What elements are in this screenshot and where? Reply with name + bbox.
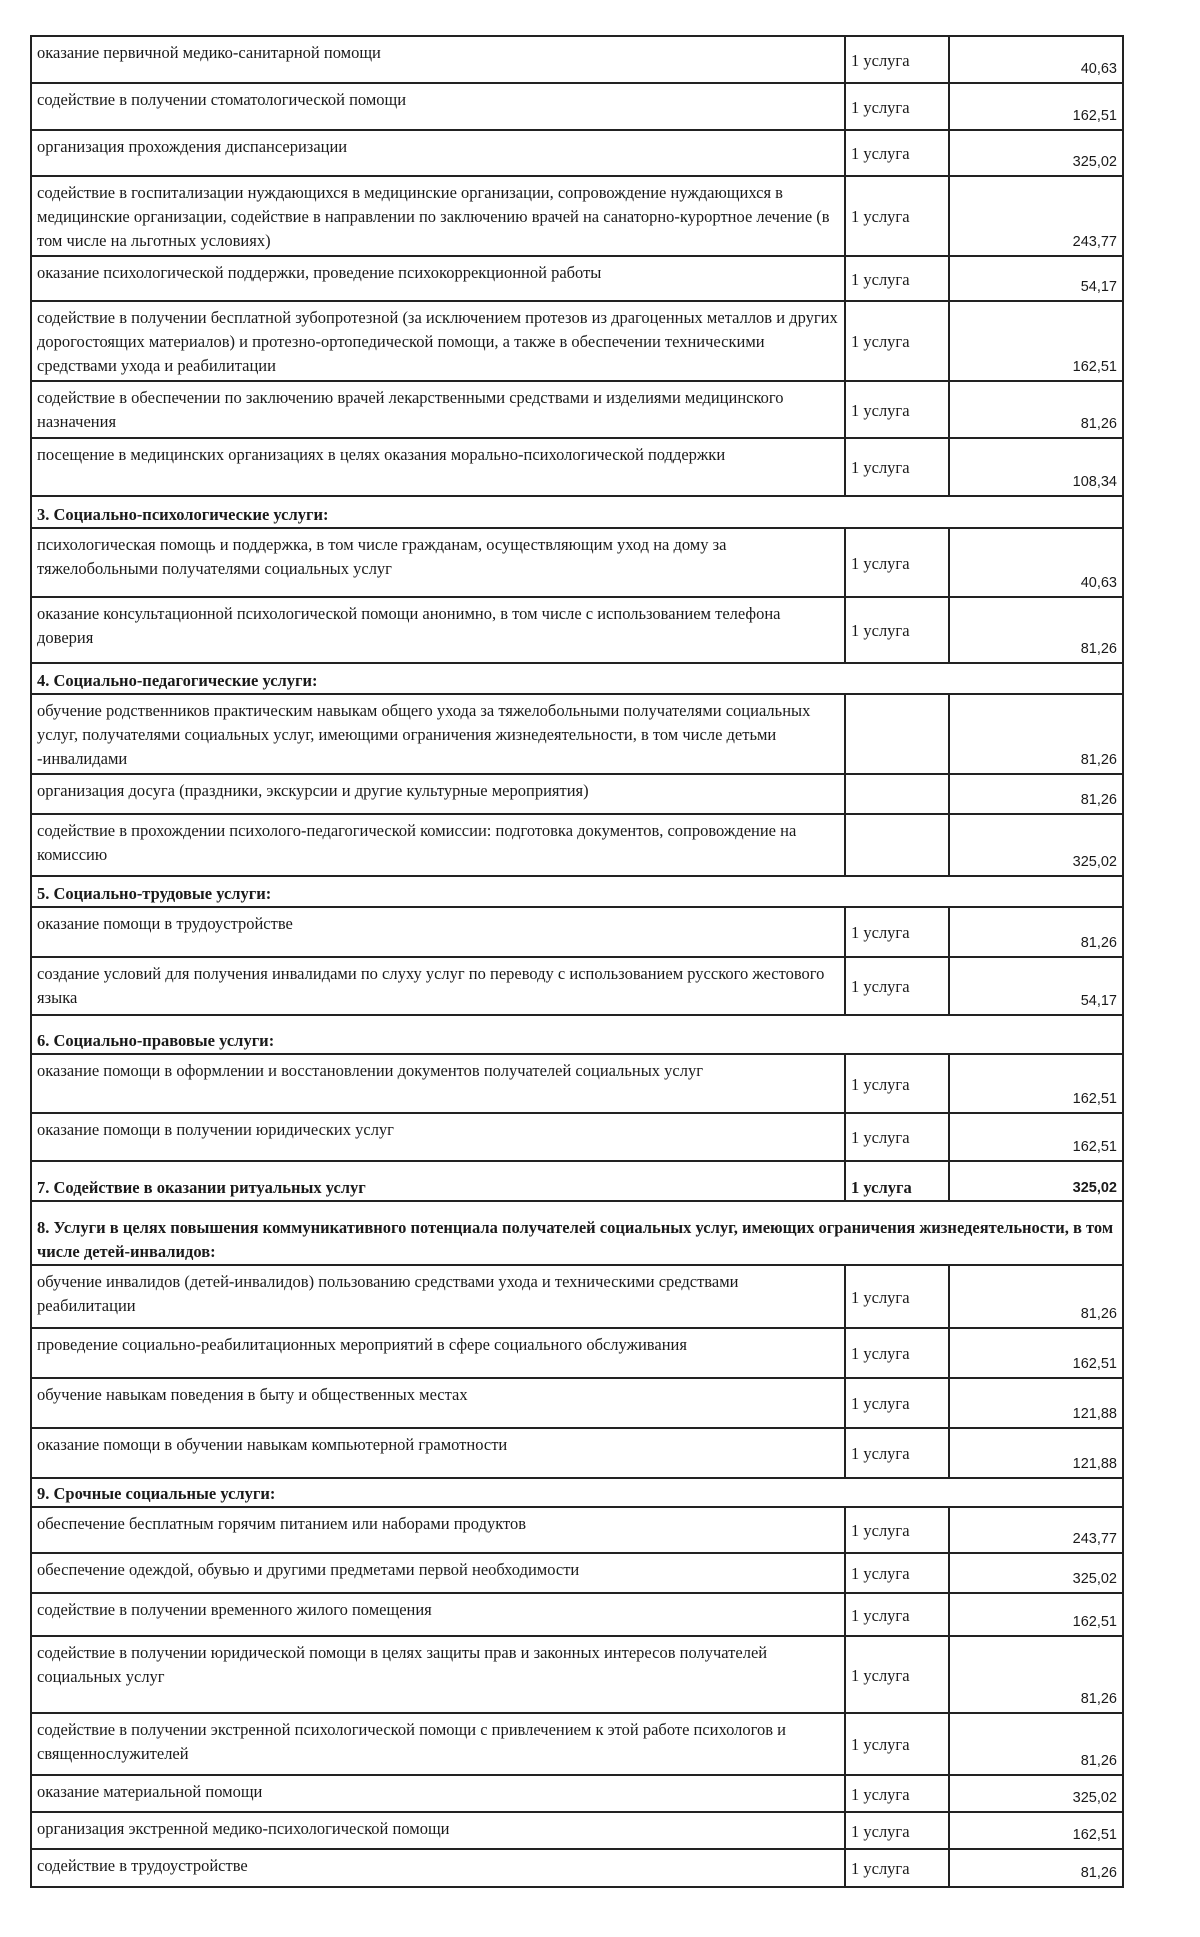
unit-cell: 1 услуга [845,907,949,957]
table-row [31,1161,1123,1201]
price-cell: 81,26 [949,774,1123,814]
price-cell: 325,02 [949,1161,1123,1201]
service-name-cell: содействие в получении временного жилого помещения [31,1593,845,1636]
services-document [30,35,1124,1888]
table-row [31,301,1123,381]
price-cell: 162,51 [949,1054,1123,1113]
table-row [31,1636,1123,1713]
unit-cell: 1 услуга [845,1553,949,1593]
section-title: 9. Срочные социальные услуги: [31,1478,1123,1507]
price-cell: 121,88 [949,1428,1123,1478]
unit-cell: 1 услуга [845,1593,949,1636]
service-name-cell: содействие в получении экстренной психологической помощи с привлечением к этой работе психологов и священнослужителей [31,1713,845,1775]
unit-cell: 1 услуга [845,130,949,176]
unit-cell [845,694,949,774]
unit-cell: 1 услуга [845,1775,949,1812]
section-title: 8. Услуги в целях повышения коммуникативного потенциала получателей социальных услуг, имеющих ограничения жизнедеятельности, в том числе детей-инвалидов: [31,1201,1123,1265]
service-name-cell: содействие в трудоустройстве [31,1849,845,1887]
service-name-cell: психологическая помощь и поддержка, в том числе гражданам, осуществляющим уход на дому за тяжелобольными получателями социальных услуг [31,528,845,597]
table-row [31,1265,1123,1328]
unit-cell: 1 услуга [845,301,949,381]
table-row [31,1812,1123,1849]
table-row [31,1713,1123,1775]
price-cell: 54,17 [949,957,1123,1015]
unit-cell: 1 услуга [845,381,949,438]
unit-cell: 1 услуга [845,957,949,1015]
price-cell: 81,26 [949,907,1123,957]
table-row [31,774,1123,814]
service-name-cell: обучение навыкам поведения в быту и общественных местах [31,1378,845,1428]
table-row [31,36,1123,83]
section-title: 5. Социально-трудовые услуги: [31,876,1123,907]
unit-cell: 1 услуга [845,256,949,301]
table-row [31,381,1123,438]
price-cell: 162,51 [949,1593,1123,1636]
table-row [31,814,1123,876]
unit-cell: 1 услуга [845,83,949,130]
table-row [31,1553,1123,1593]
unit-cell: 1 услуга [845,1054,949,1113]
unit-cell: 1 услуга [845,438,949,496]
table-row [31,957,1123,1015]
service-name-cell: оказание помощи в обучении навыкам компьютерной грамотности [31,1428,845,1478]
service-name-cell: содействие в обеспечении по заключению врачей лекарственными средствами и изделиями медицинского назначения [31,381,845,438]
unit-cell: 1 услуга [845,1328,949,1378]
table-row [31,256,1123,301]
price-cell: 54,17 [949,256,1123,301]
price-cell: 162,51 [949,1328,1123,1378]
services-table-body [31,36,1123,1887]
unit-cell: 1 услуга [845,1161,949,1201]
service-name-cell: создание условий для получения инвалидами по слуху услуг по переводу с использованием русского жестового языка [31,957,845,1015]
service-name-cell: содействие в получении стоматологической помощи [31,83,845,130]
service-name-cell: содействие в госпитализации нуждающихся в медицинские организации, сопровождение нуждающихся в медицинские организации, содействие в направлении по заключению врачей на санаторно-курортное лечение (в том числе на льготных условиях) [31,176,845,256]
service-name-cell: оказание материальной помощи [31,1775,845,1812]
table-row [31,1593,1123,1636]
price-cell: 81,26 [949,694,1123,774]
service-name-cell: оказание консультационной психологической помощи анонимно, в том числе с использованием телефона доверия [31,597,845,663]
price-cell: 162,51 [949,301,1123,381]
unit-cell: 1 услуга [845,176,949,256]
table-row [31,438,1123,496]
service-name-cell: организация прохождения диспансеризации [31,130,845,176]
service-name-cell: посещение в медицинских организациях в целях оказания морально-психологической поддержки [31,438,845,496]
service-name-cell: оказание помощи в оформлении и восстановлении документов получателей социальных услуг [31,1054,845,1113]
section-header-row [31,663,1123,694]
service-name-cell: организация досуга (праздники, экскурсии и другие культурные мероприятия) [31,774,845,814]
section-title: 3. Социально-психологические услуги: [31,496,1123,528]
price-cell: 243,77 [949,1507,1123,1553]
service-name-cell: оказание психологической поддержки, проведение психокоррекционной работы [31,256,845,301]
price-cell: 243,77 [949,176,1123,256]
price-cell: 81,26 [949,1713,1123,1775]
section-header-row [31,1015,1123,1054]
table-row [31,1054,1123,1113]
table-row [31,176,1123,256]
table-row [31,1328,1123,1378]
service-name-cell: организация экстренной медико-психологической помощи [31,1812,845,1849]
unit-cell: 1 услуга [845,597,949,663]
service-name-cell: обеспечение одеждой, обувью и другими предметами первой необходимости [31,1553,845,1593]
unit-cell [845,774,949,814]
price-cell: 162,51 [949,83,1123,130]
price-cell: 325,02 [949,130,1123,176]
price-cell: 162,51 [949,1113,1123,1161]
service-name-cell: обучение родственников практическим навыкам общего ухода за тяжелобольными получателями социальных услуг, получателями социальных услуг, имеющими ограничения жизнедеятельности, в том числе детьми -инвалидами [31,694,845,774]
service-name-cell: оказание помощи в трудоустройстве [31,907,845,957]
price-cell: 81,26 [949,1636,1123,1713]
table-row [31,1428,1123,1478]
unit-cell: 1 услуга [845,1713,949,1775]
table-row [31,1113,1123,1161]
service-name-cell: обеспечение бесплатным горячим питанием или наборами продуктов [31,1507,845,1553]
unit-cell: 1 услуга [845,1507,949,1553]
service-name-cell: содействие в прохождении психолого-педагогической комиссии: подготовка документов, сопровождение на комиссию [31,814,845,876]
price-cell: 81,26 [949,381,1123,438]
price-cell: 325,02 [949,1553,1123,1593]
services-price-table [30,35,1124,1888]
price-cell: 162,51 [949,1812,1123,1849]
section-title: 4. Социально-педагогические услуги: [31,663,1123,694]
unit-cell: 1 услуга [845,1113,949,1161]
price-cell: 121,88 [949,1378,1123,1428]
price-cell: 40,63 [949,528,1123,597]
table-row [31,907,1123,957]
table-row [31,130,1123,176]
unit-cell: 1 услуга [845,1378,949,1428]
section-header-row [31,1201,1123,1265]
section-header-row [31,876,1123,907]
price-cell: 108,34 [949,438,1123,496]
table-row [31,1507,1123,1553]
unit-cell: 1 услуга [845,1849,949,1887]
service-name-cell: оказание первичной медико-санитарной помощи [31,36,845,83]
price-cell: 325,02 [949,814,1123,876]
table-row [31,597,1123,663]
service-name-cell: содействие в получении бесплатной зубопротезной (за исключением протезов из драгоценных металлов и других дорогостоящих материалов) и протезно-ортопедической помощи, а также в обеспечении техническими средствами ухода и реабилитации [31,301,845,381]
unit-cell: 1 услуга [845,36,949,83]
service-name-cell: оказание помощи в получении юридических услуг [31,1113,845,1161]
price-cell: 81,26 [949,1265,1123,1328]
unit-cell: 1 услуга [845,1812,949,1849]
unit-cell: 1 услуга [845,1265,949,1328]
price-cell: 40,63 [949,36,1123,83]
service-name-cell: обучение инвалидов (детей-инвалидов) пользованию средствами ухода и техническими средствами реабилитации [31,1265,845,1328]
price-cell: 81,26 [949,1849,1123,1887]
table-row [31,83,1123,130]
table-row [31,1849,1123,1887]
price-cell: 81,26 [949,597,1123,663]
unit-cell: 1 услуга [845,528,949,597]
table-row [31,528,1123,597]
price-cell: 325,02 [949,1775,1123,1812]
section-title: 6. Социально-правовые услуги: [31,1015,1123,1054]
section-header-row [31,1478,1123,1507]
table-row [31,1378,1123,1428]
table-row [31,694,1123,774]
service-name-cell: проведение социально-реабилитационных мероприятий в сфере социального обслуживания [31,1328,845,1378]
unit-cell [845,814,949,876]
service-name-cell: 7. Содействие в оказании ритуальных услуг [31,1161,845,1201]
table-row [31,1775,1123,1812]
unit-cell: 1 услуга [845,1428,949,1478]
unit-cell: 1 услуга [845,1636,949,1713]
section-header-row [31,496,1123,528]
service-name-cell: содействие в получении юридической помощи в целях защиты прав и законных интересов получателей социальных услуг [31,1636,845,1713]
